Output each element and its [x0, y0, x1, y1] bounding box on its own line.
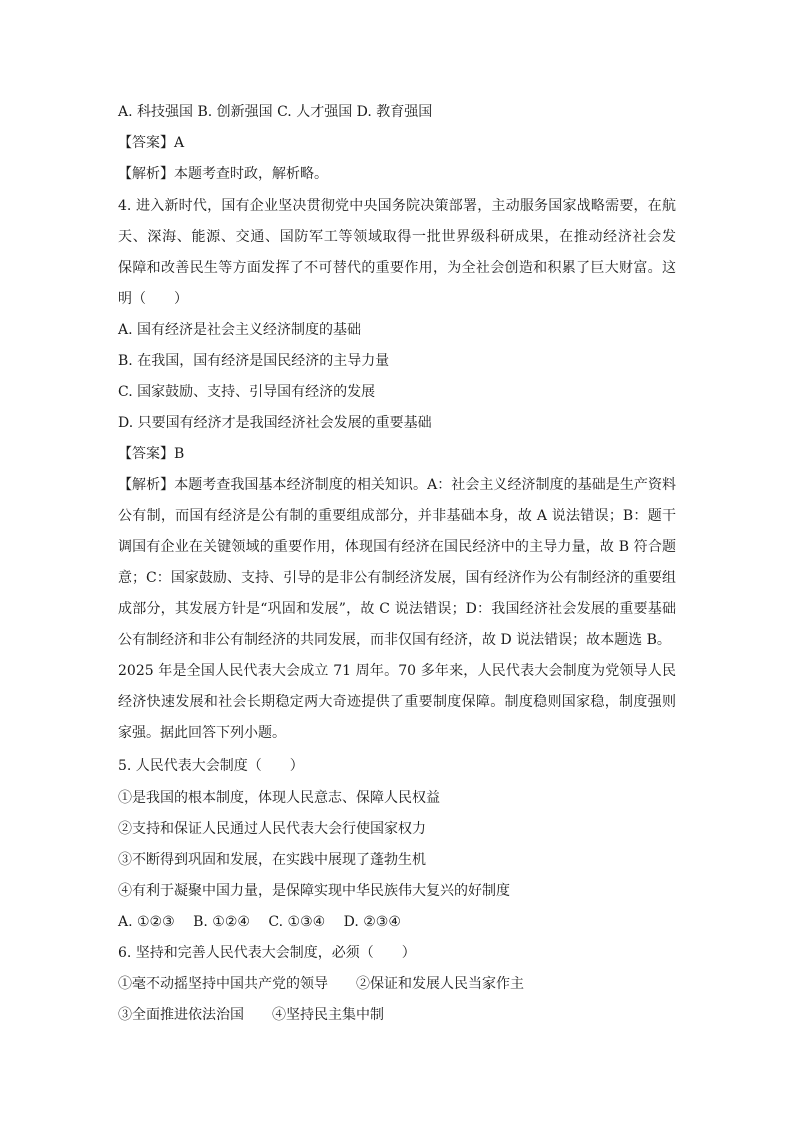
q4-analysis-line-4: 意；C：国家鼓励、支持、引导的是非公有制经济发展，国有经济作为公有制经济的重要组	[118, 570, 676, 586]
q4-analysis-line-2: 公有制，而国有经济是公有制的重要组成部分，并非基础本身，故 A 说法错误；B：题干	[118, 508, 676, 524]
material-line-2: 经济快速发展和社会长期稳定两大奇迹提供了重要制度保障。制度稳则国家稳，制度强则	[118, 694, 676, 710]
q4-stem-line-4: 明（ ）	[118, 291, 188, 307]
q4-stem-line-3: 保障和改善民生等方面发挥了不可替代的重要作用，为全社会创造和积累了巨大财富。这	[118, 260, 676, 276]
q5-stem: 5. 人民代表大会制度（ ）	[118, 758, 304, 774]
q4-answer: 【答案】B	[118, 446, 185, 462]
q4-option-a: A. 国有经济是社会主义经济制度的基础	[118, 322, 362, 338]
q4-analysis-line-5: 成部分，其发展方针是“巩固和发展”，故 C 说法错误；D：我国经济社会发展的重要基础	[118, 601, 676, 617]
q4-analysis-line-6: 公有制经济和非公有制经济的共同发展，而非仅国有经济，故 D 说法错误；故本题选 B。	[118, 632, 671, 648]
q3-options: A. 科技强国 B. 创新强国 C. 人才强国 D. 教育强国	[118, 104, 433, 120]
q5-item-1: ①是我国的根本制度，体现人民意志、保障人民权益	[118, 790, 440, 806]
q4-analysis-line-3: 调国有企业在关键领域的重要作用，体现国有经济在国民经济中的主导力量，故 B 符合题	[118, 539, 676, 555]
q4-stem-line-2: 天、深海、能源、交通、国防军工等领域取得一批世界级科研成果，在推动经济社会发	[118, 229, 676, 245]
q5-item-3: ③不断得到巩固和发展，在实践中展现了蓬勃生机	[118, 852, 426, 868]
q4-option-b: B. 在我国，国有经济是国民经济的主导力量	[118, 353, 390, 369]
q5-item-4: ④有利于凝聚中国力量，是保障实现中华民族伟大复兴的好制度	[118, 883, 510, 899]
material-line-1: 2025 年是全国人民代表大会成立 71 周年。70 多年来，人民代表大会制度为党领导人民	[118, 663, 676, 679]
q5-item-2: ②支持和保证人民通过人民代表大会行使国家权力	[118, 821, 426, 837]
q4-option-c: C. 国家鼓励、支持、引导国有经济的发展	[118, 384, 376, 400]
q5-options: A. ①②③ B. ①②④ C. ①③④ D. ②③④	[118, 914, 401, 930]
material-line-3: 家强。据此回答下列小题。	[118, 725, 286, 741]
q4-option-d: D. 只要国有经济才是我国经济社会发展的重要基础	[118, 415, 432, 431]
q4-stem-line-1: 4. 进入新时代，国有企业坚决贯彻党中央国务院决策部署，主动服务国家战略需要，在航	[118, 198, 676, 214]
q6-items-row-1: ①毫不动摇坚持中国共产党的领导 ②保证和发展人民当家作主	[118, 976, 524, 992]
q3-answer: 【答案】A	[118, 135, 185, 151]
q3-analysis: 【解析】本题考查时政，解析略。	[118, 166, 328, 182]
q4-analysis-line-1: 【解析】本题考查我国基本经济制度的相关知识。A：社会主义经济制度的基础是生产资料	[118, 477, 676, 493]
q6-stem: 6. 坚持和完善人民代表大会制度，必须（ ）	[118, 945, 416, 961]
q6-items-row-2: ③全面推进依法治国 ④坚持民主集中制	[118, 1007, 384, 1023]
